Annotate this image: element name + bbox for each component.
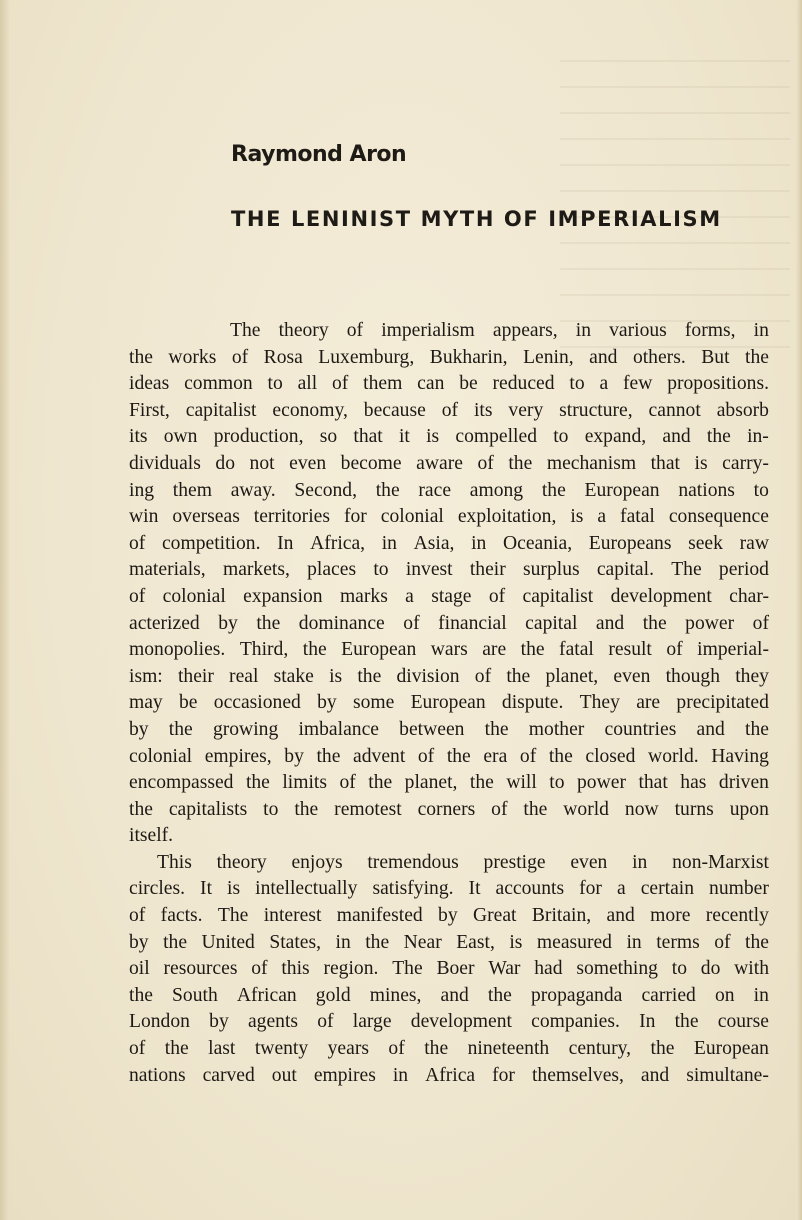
text-line: First, capitalist economy, because of its very structure, cannot absorb [129,399,769,421]
text-line: The theory of imperialism appears, in various forms, in [230,320,769,341]
text-line: ing them away. Second, the race among the European nations to [129,479,769,501]
text-line: the works of Rosa Luxemburg, Bukharin, Lenin, and others. But the [129,346,769,368]
text-line: the capitalists to the remotest corners of the world now turns upon [129,798,769,820]
text-line: monopolies. Third, the European wars are the fatal result of imperial- [129,639,769,661]
text-line: colonial empires, by the advent of the era of the closed world. Having [129,745,769,767]
text-line: dividuals do not even become aware of the mechanism that is carry- [129,452,769,474]
text-line: nations carved out empires in Africa for themselves, and simultane- [129,1064,769,1086]
author-name: Raymond Aron [231,142,407,167]
text-line: of colonial expansion marks a stage of capitalist development char- [129,585,769,607]
text-line: of competition. In Africa, in Asia, in Oceania, Europeans seek raw [129,532,769,554]
text-line: London by agents of large development companies. In the course [129,1011,769,1033]
text-line: may be occasioned by some European dispute. They are precipitated [129,692,769,714]
text-line: itself. [129,825,174,847]
text-line: acterized by the dominance of financial capital and the power of [129,612,769,634]
text-line: encompassed the limits of the planet, the will to power that has driven [129,772,769,794]
chapter-title: THE LENINIST MYTH OF IMPERIALISM [231,207,722,231]
text-line: circles. It is intellectually satisfying. It accounts for a certain number [129,878,769,900]
page-right-edge [796,0,802,1220]
text-line: This theory enjoys tremendous prestige even in non-Marxist [157,851,769,873]
text-line: materials, markets, places to invest their surplus capital. The period [129,559,769,581]
text-line: the South African gold mines, and the propaganda carried on in [129,984,769,1006]
text-line: by the growing imbalance between the mother countries and the [129,718,769,740]
body-text [129,318,769,1089]
text-line: of facts. The interest manifested by Great Britain, and more recently [129,905,769,927]
text-line: win overseas territories for colonial exploitation, is a fatal consequence [129,506,769,528]
text-line: ideas common to all of them can be reduced to a few propositions. [129,373,769,395]
paragraph-2 [129,850,769,1089]
text-line: oil resources of this region. The Boer War had something to do with [129,958,769,980]
text-line: ism: their real stake is the division of the planet, even though they [129,665,769,687]
text-line: of the last twenty years of the nineteenth century, the European [129,1038,769,1060]
text-line: its own production, so that it is compelled to expand, and the in- [129,426,769,448]
paragraph-1 [129,318,769,850]
text-line: by the United States, in the Near East, is measured in terms of the [129,931,769,953]
page-left-edge [0,0,9,1220]
